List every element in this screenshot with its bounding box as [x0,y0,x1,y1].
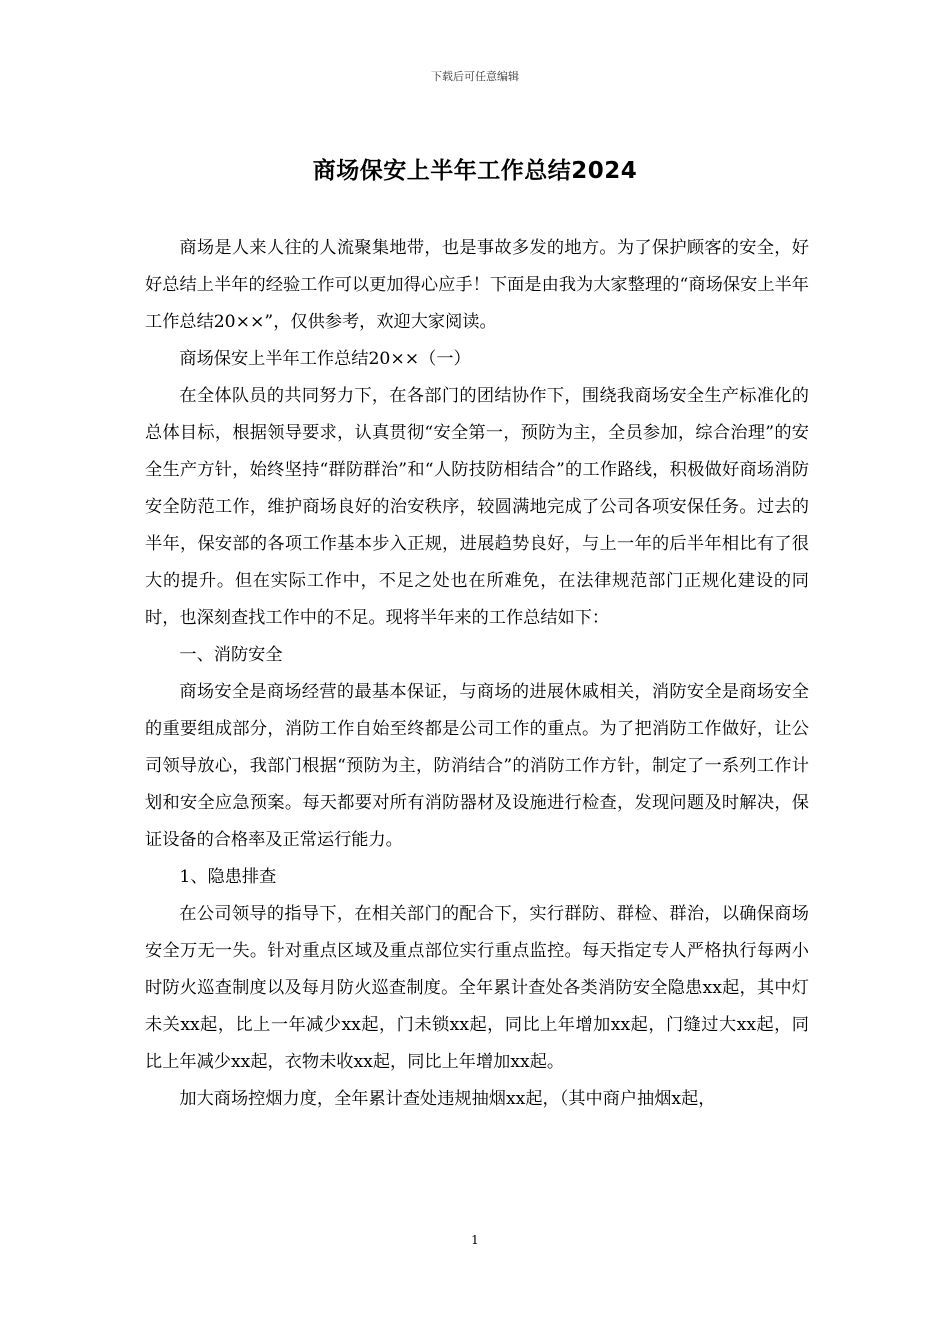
paragraph-hazard-check: 在公司领导的指导下，在相关部门的配合下，实行群防、群检、群治，以确保商场安全万无一失。针对重点区域及重点部位实行重点监控。每天指定专人严格执行每两小时防火巡查制度以及每月防火巡查制度。全年累计查处各类消防安全隐患xx起，其中灯未关xx起，比上一年减少xx起，门未锁xx起，同比上年增加xx起，门缝过大xx起，同比上年减少xx起，衣物未收xx起，同比上年增加xx起。 [145,904,809,1072]
document-body [145,230,809,1118]
paragraph-fire-safety: 商场安全是商场经营的最基本保证，与商场的进展休戚相关，消防安全是商场安全的重要组成部分，消防工作自始至终都是公司工作的重点。为了把消防工作做好，让公司领导放心，我部门根据“预防为主，防消结合”的消防工作方针，制定了一系列工作计划和安全应急预案。每天都要对所有消防器材及设施进行检查，发现问题及时解决，保证设备的合格率及正常运行能力。 [145,682,809,850]
section-heading-fire-safety: 一、消防安全 [179,645,283,665]
document-title: 商场保安上半年工作总结2024 [312,158,638,184]
header-note: 下载后可任意编辑 [431,70,519,83]
subsection-heading-hazard-check: 1、隐患排查 [179,867,277,887]
paragraph-intro: 商场是人来人往的人流聚集地带，也是事故多发的地方。为了保护顾客的安全，好好总结上半年的经验工作可以更加得心应手！下面是由我为大家整理的“商场保安上半年工作总结20××”，仅供参考，欢迎大家阅读。 [145,238,809,332]
paragraph-overview: 在全体队员的共同努力下，在各部门的团结协作下，围绕我商场安全生产标准化的总体目标，根据领导要求，认真贯彻“安全第一，预防为主，全员参加，综合治理”的安全生产方针，始终坚持“群防群治”和“人防技防相结合”的工作路线，积极做好商场消防安全防范工作，维护商场良好的治安秩序，较圆满地完成了公司各项安保任务。过去的半年，保安部的各项工作基本步入正规，进展趋势良好，与上一年的后半年相比有了很大的提升。但在实际工作中，不足之处也在所难免，在法律规范部门正规化建设的同时，也深刻查找工作中的不足。现将半年来的工作总结如下： [145,386,809,628]
paragraph-smoking-control: 加大商场控烟力度，全年累计查处违规抽烟xx起，（其中商户抽烟x起， [179,1089,716,1109]
page-number: 1 [471,1233,479,1247]
paragraph-subtitle: 商场保安上半年工作总结20××（一） [179,349,471,369]
